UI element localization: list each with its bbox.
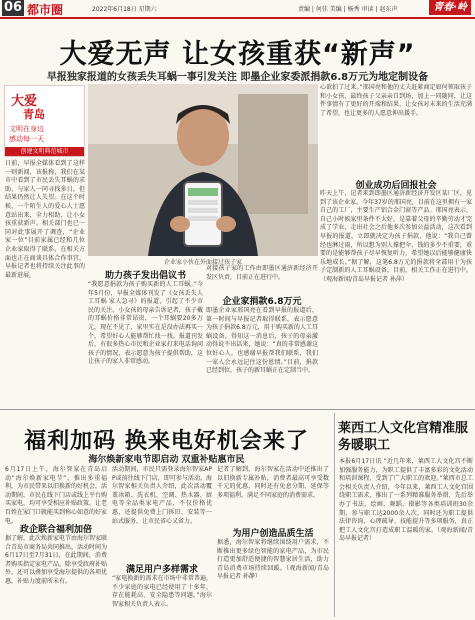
photo-caption: 企业家小伙在外面接过孩子家 bbox=[163, 259, 242, 266]
story2-subhead-2: 满足用户多样需求 bbox=[125, 565, 198, 575]
story2-column-1-top: 6月17日上午，海尔智家在青岛启动“海尔焕新家电节”，推出多重福利，为市民带来以旧换新的好机会，活动期间，市民在线下门店或线上平台购买家电，均可享受相应补贴政策，让老百姓在家门口就能买到称心如意的好家电。 bbox=[5, 466, 108, 525]
story3-headline: 莱西工人文化宫精准服务暖职工 bbox=[338, 421, 469, 453]
mid-column-2-top: 对接孩子家的工作由即墨区通济新经济开发区负责，目前正在进行中。 bbox=[206, 265, 318, 281]
story2-column-3: 据悉，海尔智家将继续围绕用户需求，不断推出更多绿色智能的家电产品，为市民打造更加舒适便捷的智慧家居生活，助力青岛消费市场持续回暖。（观海新闻/青岛早报记者 孙静） bbox=[217, 539, 329, 581]
story2-column-2-top: 活动期间，市民只需登录海尔智家APP或前往线下门店，即可参与活动。海尔智家相关负责人介绍，此次活动覆盖冰箱、洗衣机、空调、热水器、厨电等全品类家电产品，不仅价格优惠，还提供免费上门拆旧、安装等一站式服务，让市民省心又省力。 bbox=[112, 466, 212, 525]
brand-logo: 青春·岭 bbox=[429, 0, 471, 15]
mid-column-2: 即墨企业家邢国亮在看到早报的报道后，第一时间与早报记者取得联系，表示愿意为孩子捐款6.8万元，用于购买新的人工耳蜗设备。得知这一消息后，孩子的母亲激动得说不出话来，她说：“真的非常感谢这位好心人，也感谢早报帮我们联系，我们一家人会永远记住这份恩情。”目前，捐款已经到位，孩子的新耳蜗正在定制当中。 bbox=[206, 307, 318, 375]
news-photo bbox=[88, 84, 318, 256]
column-divider bbox=[334, 413, 335, 617]
mid-subhead-2: 企业家捐款6.8万元 bbox=[222, 297, 302, 307]
story2-column-2: “家电换新的需求在市场中非常普遍，不少家庭的家电已经使用了十多年，存在能耗高、安全隐患等问题。”海尔智家相关负责人表示。 bbox=[112, 575, 212, 608]
story1-column-left: 日前，早报全媒体看到了这样一则新闻，该报称，我们在某市中看到了市民丢失耳蜗的求助，与家人一同寻找多日，但结果仍然让人失望。在这个时候，一个陌生人的爱心人士愿意站出来，全力相助，让小女孩重获新声。相关部门也已一同对此事展开了调查，“企业家一位”目前家属已经和几位企业家取得了联系，在相关方面也正在商谈具体合作事宜，早报记者也将持续关注此事的最新进展。 bbox=[5, 160, 85, 279]
campaign-logo-line2: 青岛 bbox=[23, 108, 45, 121]
story2-subhead-1: 政企联合福利加倍 bbox=[19, 525, 92, 535]
story1-subhead-right: 创业成功后回报社会 bbox=[355, 181, 437, 191]
campaign-logo bbox=[4, 85, 85, 157]
campaign-logo-line4: 感动每一天 bbox=[9, 135, 44, 143]
story2-column-3-top: 记者了解到，海尔智家在活动中还推出了以旧换新专属补贴，消费者最高可享受数千元的优惠，同时还有免息分期、延保等多项福利，满足不同家庭的消费需求。 bbox=[217, 466, 329, 499]
story3-body: 本报6月17日讯 “近几年来，莱西工人文化宫不断加强服务能力，为职工提供了丰富多彩的文化活动和培训课程，受到了广大职工的欢迎。”莱西市总工会相关负责人介绍，今年以来，莱西工人文化宫围绕职工需求，推出了一系列精准服务举措，先后举办了书法、绘画、舞蹈、摄影等各类培训班30余期，参与职工达2000余人次，同时还为职工提供法律咨询、心理疏导、技能提升等多项服务，真正把工人文化宫打造成职工温暖的家。（观海新闻/青岛早报记者） bbox=[339, 458, 473, 543]
issue-date: 2022年6月18日 星期六 bbox=[92, 6, 157, 13]
editor-credits: 责编 | 何佳 美编 | 杨秀 审读 | 赵东声 bbox=[298, 6, 398, 13]
campaign-logo-line1: 大爱 bbox=[11, 94, 38, 109]
mid-column-1: “我愿意捐款为孩子购买新的人工耳蜗。”今年5月份，早报全媒体刊发了《女孩丢失人工耳蜗 家人急寻》的报道，引起了不少市民的关注。小女孩的母亲告诉记者，孩子戴的耳蜗价格非常昂贵，一个耳蜗要20多万元，现在不见了，家里实在是没办法再买一个，希望好心人能够帮忙找一找。报道刊发后，有很多热心市民和企业家打来电话询问孩子的情况，表示愿意为孩子提供帮助，这让孩子的家人非常感动。 bbox=[88, 281, 203, 366]
story2-subhead-3: 为用户创造品质生活 bbox=[232, 529, 314, 539]
story1-column-right-top: 心欲拍了过来。”邢国亮和他的丈夫赶紧商定如何领取孩子和小女孩，最终孩子父亲亲自到场，加上一同随同，让这件事情有了更好的开端和结果，让女孩对未来的生活充满了希望，也让更多的人愿意伸出援手。 bbox=[320, 84, 472, 117]
mid-subhead-1: 助力孩子发出倡议书 bbox=[104, 271, 186, 281]
page-number: 06 bbox=[3, 0, 23, 15]
main-subheadline: 早报独家报道的女孩丢失耳蜗一事引发关注 即墨企业家委派捐款6.8万元为地定制设备 bbox=[46, 72, 429, 83]
story2-subheadline: 海尔焕新家电节即启动 双重补贴惠市民 bbox=[88, 455, 245, 465]
story2-headline: 福利加码 换来电好机会来了 bbox=[24, 429, 309, 454]
page-header bbox=[0, 0, 475, 19]
section-name: 都市圈 bbox=[27, 3, 64, 17]
campaign-logo-line5: 创建文明典范城市 bbox=[5, 147, 84, 156]
story2-column-1: 据了解，此次焕新家电节由海尔智家联合青岛市商务局共同推出，活动时间为6月17日至7月31日，在此期间，消费者购买指定家电产品，除享受政府补贴外，还可以叠加享受海尔提供的各项优惠，补贴力度前所未有。 bbox=[5, 535, 108, 585]
photo-illustration bbox=[88, 84, 318, 256]
campaign-logo-line3: 文明在身边 bbox=[9, 125, 44, 133]
story1-column-right: 昨天上午，记者来到即墨区通济新经济开发区某厂区，见到了该企业家。今年37岁的邢国亮，目前在这里拥有一家自己的工厂，主要生产铝合金门窗等产品。邢国亮表示，自己小时候家里条件不太好，是靠着父母的辛勤劳动才完成了学业，走出社会之后他多次参加公益活动，这次看到早报的报道，立即就决定为孩子捐款，他说：“我自己曾经也淋过雨，所以想为别人撑把伞，钱的多少不重要，重要的是能够帮孩子尽早恢复听力，希望她以后能够健康快乐地成长。”据了解，这笔6.8万元的捐款将全部用于为孩子定制新的人工耳蜗设备，目前，相关工作正在进行中。（观海新闻/青岛早报记者 孙萍） bbox=[320, 190, 472, 283]
main-headline: 大爱无声 让女孩重获“新声” bbox=[59, 39, 416, 70]
section-divider bbox=[0, 409, 475, 410]
